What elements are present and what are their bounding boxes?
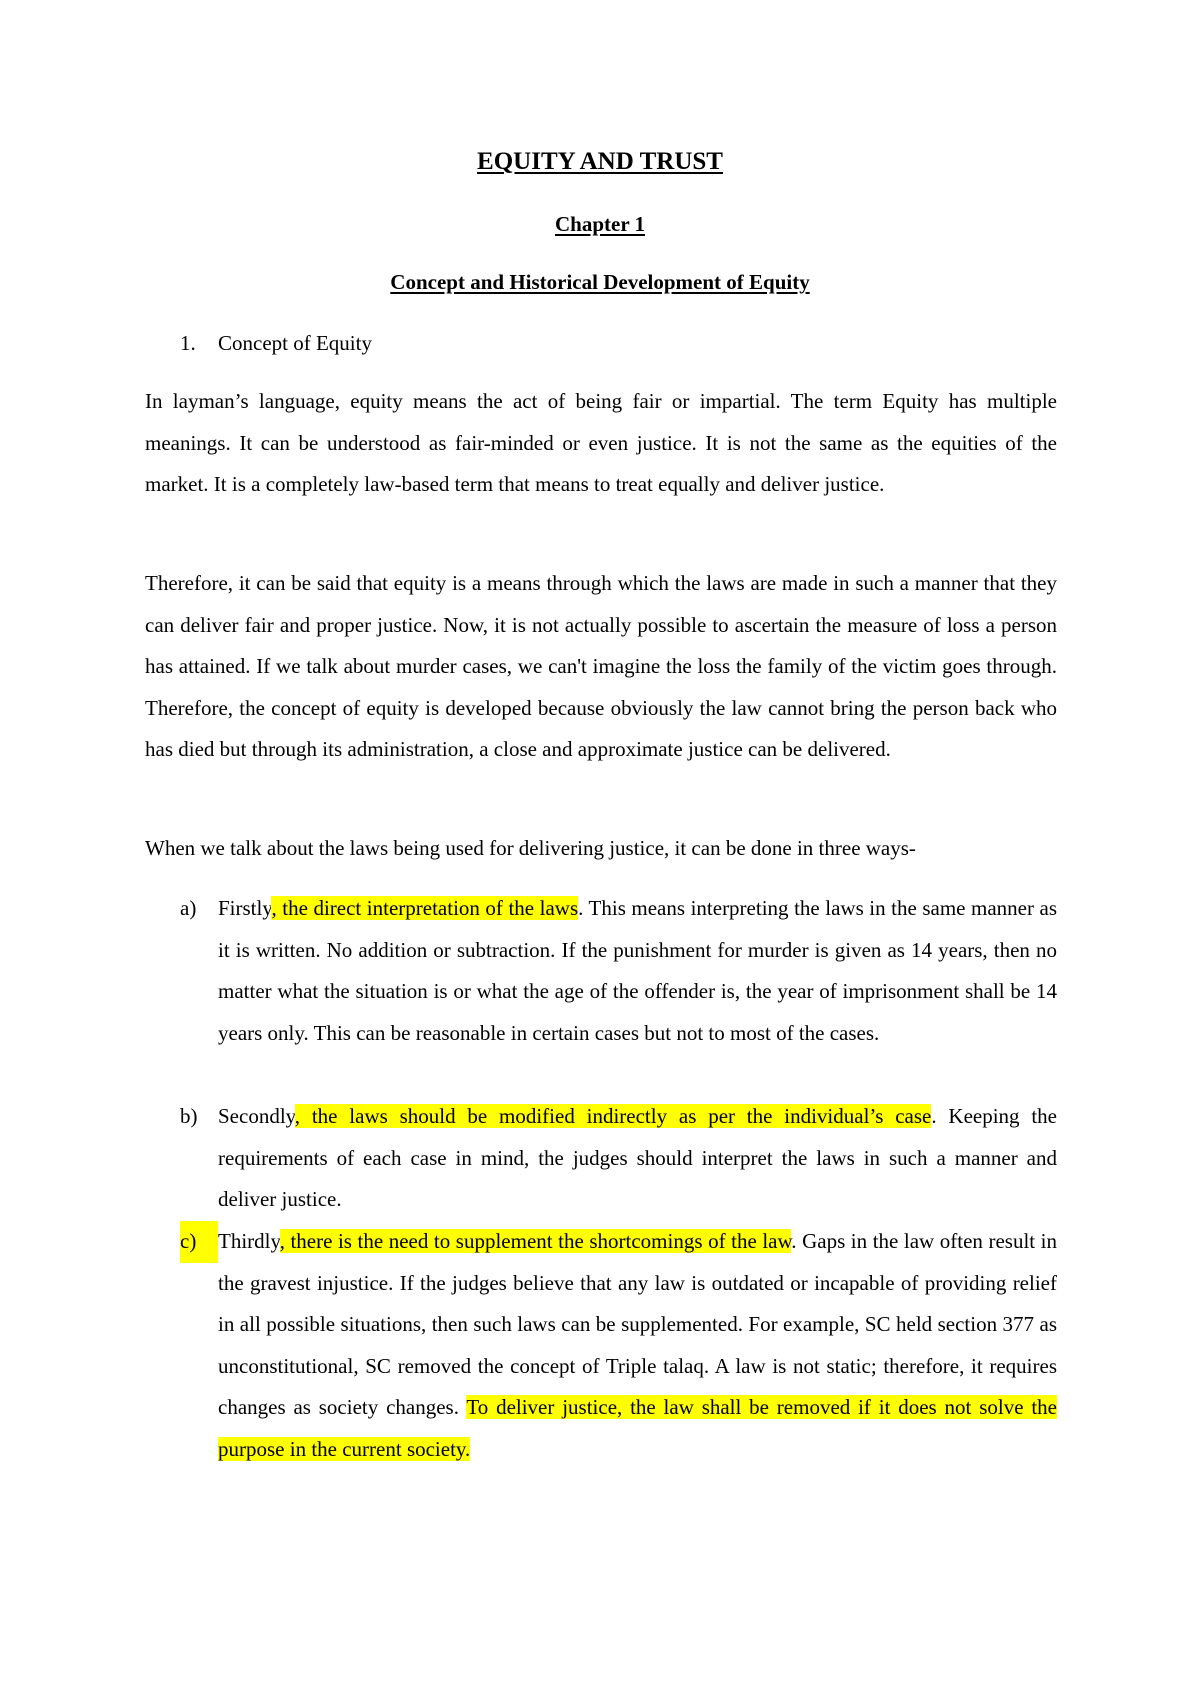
paragraph-three-ways: When we talk about the laws being used for delivering justice, it can be done in three ways-: [145, 836, 916, 860]
highlighted-text: , the direct interpretation of the laws: [271, 896, 579, 920]
highlighted-text: , there is the need to supplement the shortcomings of the law: [279, 1229, 792, 1253]
paragraph-definition: In layman’s language, equity means the act of being fair or impartial. The term Equity has multiple meanings. It can be understood as fair-minded or even justice. It is not the same as the equities of the market. It is a completely law-based term that means to treat equally and deliver justice.: [145, 389, 1057, 497]
list-item-lead: Thirdly: [218, 1229, 280, 1253]
section-label: Concept of Equity: [218, 331, 372, 355]
list-item-lead: Secondly: [218, 1104, 295, 1128]
section-heading: [180, 329, 372, 357]
list-item-text: [218, 888, 1057, 1054]
list-item-rest: . This means interpreting the laws in the same manner as it is written. No addition or subtraction. If the punishment for murder is given as 14 years, then no matter what the situation is or what the age of the offender is, the year of imprisonment shall be 14 years only. This can be reasonable in certain cases but not to most of the cases.: [218, 896, 1057, 1045]
list-item-text: [218, 1096, 1057, 1221]
list-item: [180, 888, 1057, 1054]
list-item: [180, 1096, 1057, 1221]
document-title: EQUITY AND TRUST: [477, 148, 723, 175]
chapter-subtitle: Concept and Historical Development of Equity: [390, 270, 810, 294]
paragraph-equity-means: Therefore, it can be said that equity is a means through which the laws are made in such a manner that they can deliver fair and proper justice. Now, it is not actually possible to ascertain the measure of loss a person has attained. If we talk about murder cases, we can't imagine the loss the family of the victim goes through. Therefore, the concept of equity is developed because obviously the law cannot bring the person back who has died but through its administration, a close and approximate justice can be delivered.: [145, 571, 1057, 762]
list-item-rest: . Keeping the requirements of each case in mind, the judges should interpret the laws in such a manner and deliver justice.: [218, 1104, 1058, 1212]
list-item: [180, 1221, 1057, 1471]
list-marker: a): [180, 896, 197, 920]
highlighted-conclusion: To deliver justice, the law shall be removed if it does not solve the purpose in the current society.: [218, 1395, 1057, 1461]
section-number: 1.: [180, 331, 196, 355]
list-item-rest: . Gaps in the law often result in the gravest injustice. If the judges believe that any law is outdated or incapable of providing relief in all possible situations, then such laws can be supplemented. For example, SC held section 377 as unconstitutional, SC removed the concept of Triple talaq. A law is not static; therefore, it requires changes as society changes.: [218, 1229, 1058, 1420]
list-marker: b): [180, 1104, 198, 1128]
chapter-heading: Chapter 1: [554, 212, 646, 236]
list-item-text: [218, 1221, 1057, 1471]
highlighted-text: , the laws should be modified indirectly as per the individual’s case: [294, 1104, 932, 1128]
list-marker: c): [180, 1221, 218, 1263]
list-item-lead: Firstly: [218, 896, 272, 920]
